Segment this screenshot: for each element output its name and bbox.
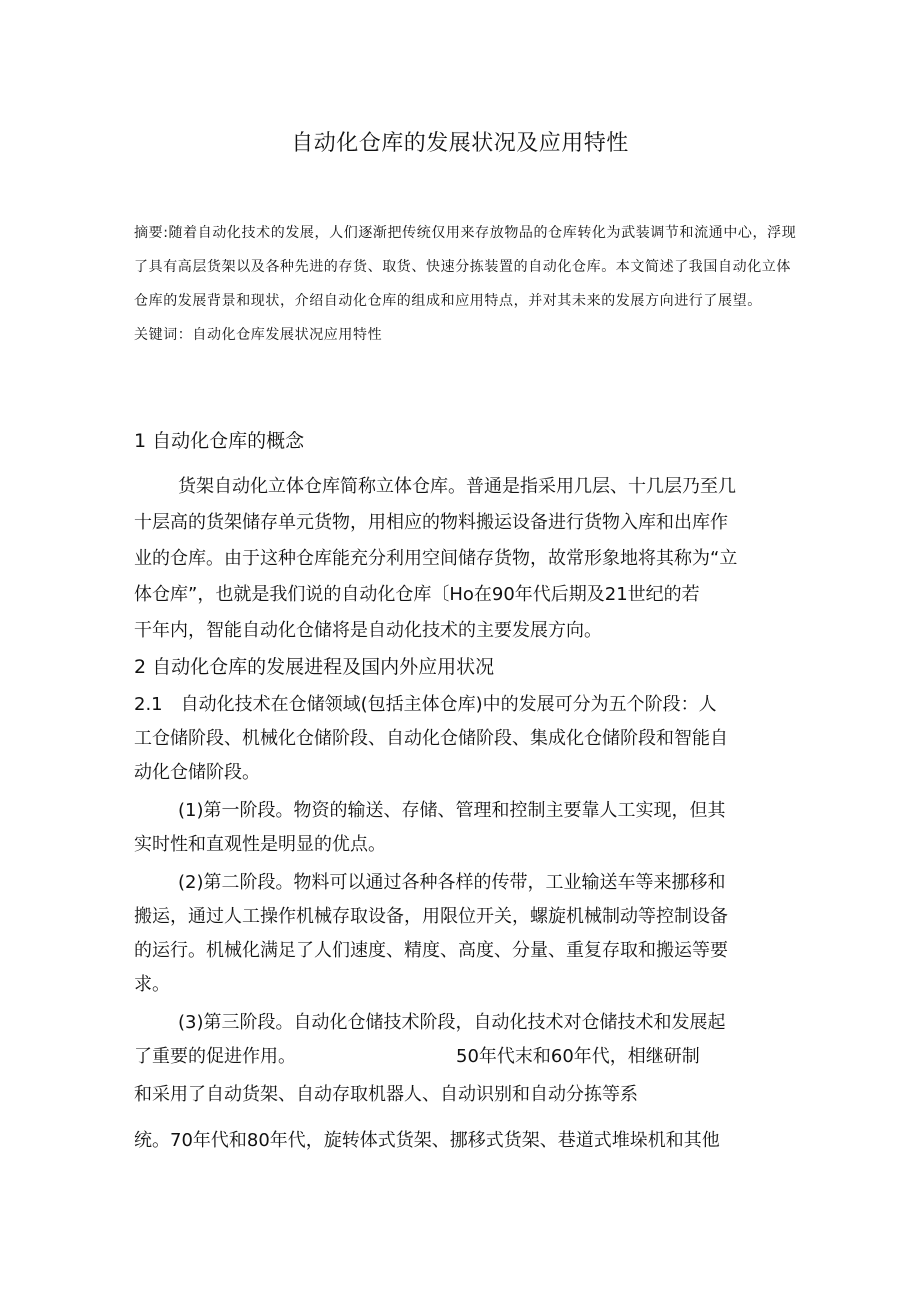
abstract xyxy=(134,216,802,352)
stage-3-line: 和采用了自动货架、自动存取机器人、自动识别和自动分拣等系 xyxy=(134,1084,638,1105)
stage-2-line: 搬运，通过人工操作机械存取设备，用限位开关，螺旋机械制动等控制设备 xyxy=(134,906,728,927)
section-1-heading: 1 自动化仓库的概念 xyxy=(134,430,305,452)
section-2-1-line: 2.1 自动化技术在仓储领域(包括主体仓库)中的发展可分为五个阶段：人 xyxy=(134,694,717,715)
section-1-line: 货架自动化立体仓库简称立体仓库。普通是指采用几层、十几层乃至几 xyxy=(178,476,736,497)
stage-1-line: 实时性和直观性是明显的优点。 xyxy=(134,834,386,855)
stage-1-line: (1)第一阶段。物资的输送、存储、管理和控制主要靠人工实现，但其 xyxy=(178,800,726,821)
stage-2-line: 求。 xyxy=(134,974,170,995)
stage-2-line: 的运行。机械化满足了人们速度、精度、高度、分量、重复存取和搬运等要 xyxy=(134,940,728,961)
section-2-heading: 2 自动化仓库的发展进程及国内外应用状况 xyxy=(134,656,495,678)
section-1-line: 体仓库”，也就是我们说的自动化仓库〔Ho在90年代后期及21世纪的若 xyxy=(134,584,700,605)
abstract-text: 随着自动化技术的发展，人们逐渐把传统仅用来存放物品的仓库转化为武装调节和流通中心，浮现了具有高层货架以及各种先进的存货、取货、快速分拣装置的自动化仓库。本文简述了我国自动化立体仓库的发展背景和现状，介绍自动化仓库的组成和应用特点，并对其未来的发展方向进行了展望。 xyxy=(134,225,797,309)
stage-3-line: (3)第三阶段。自动化仓储技术阶段，自动化技术对仓储技术和发展起 xyxy=(178,1012,726,1033)
stage-3-line: 了重要的促进作用。 xyxy=(134,1046,296,1067)
section-2-1-line: 工仓储阶段、机械化仓储阶段、自动化仓储阶段、集成化仓储阶段和智能自 xyxy=(134,728,728,749)
abstract-paragraph xyxy=(134,216,802,318)
section-1-line: 干年内，智能自动化仓储将是自动化技术的主要发展方向。 xyxy=(134,620,602,641)
stage-3-line-continued: 50年代末和60年代，相继研制 xyxy=(456,1046,700,1067)
keywords: 关键词：自动化仓库发展状况应用特性 xyxy=(134,327,383,343)
page-title: 自动化仓库的发展状况及应用特性 xyxy=(291,131,629,156)
stage-2-line: (2)第二阶段。物料可以通过各种各样的传带，工业输送车等来挪移和 xyxy=(178,872,726,893)
abstract-label: 摘要: xyxy=(134,225,169,241)
section-1-line: 十层高的货架储存单元货物，用相应的物料搬运设备进行货物入库和出库作 xyxy=(134,512,728,533)
stage-3-line: 统。70年代和80年代，旋转体式货架、挪移式货架、巷道式堆垛机和其他 xyxy=(134,1130,720,1151)
section-1-line: 业的仓库。由于这种仓库能充分利用空间储存货物，故常形象地将其称为“立 xyxy=(134,548,738,569)
section-2-1-line: 动化仓储阶段。 xyxy=(134,762,260,783)
